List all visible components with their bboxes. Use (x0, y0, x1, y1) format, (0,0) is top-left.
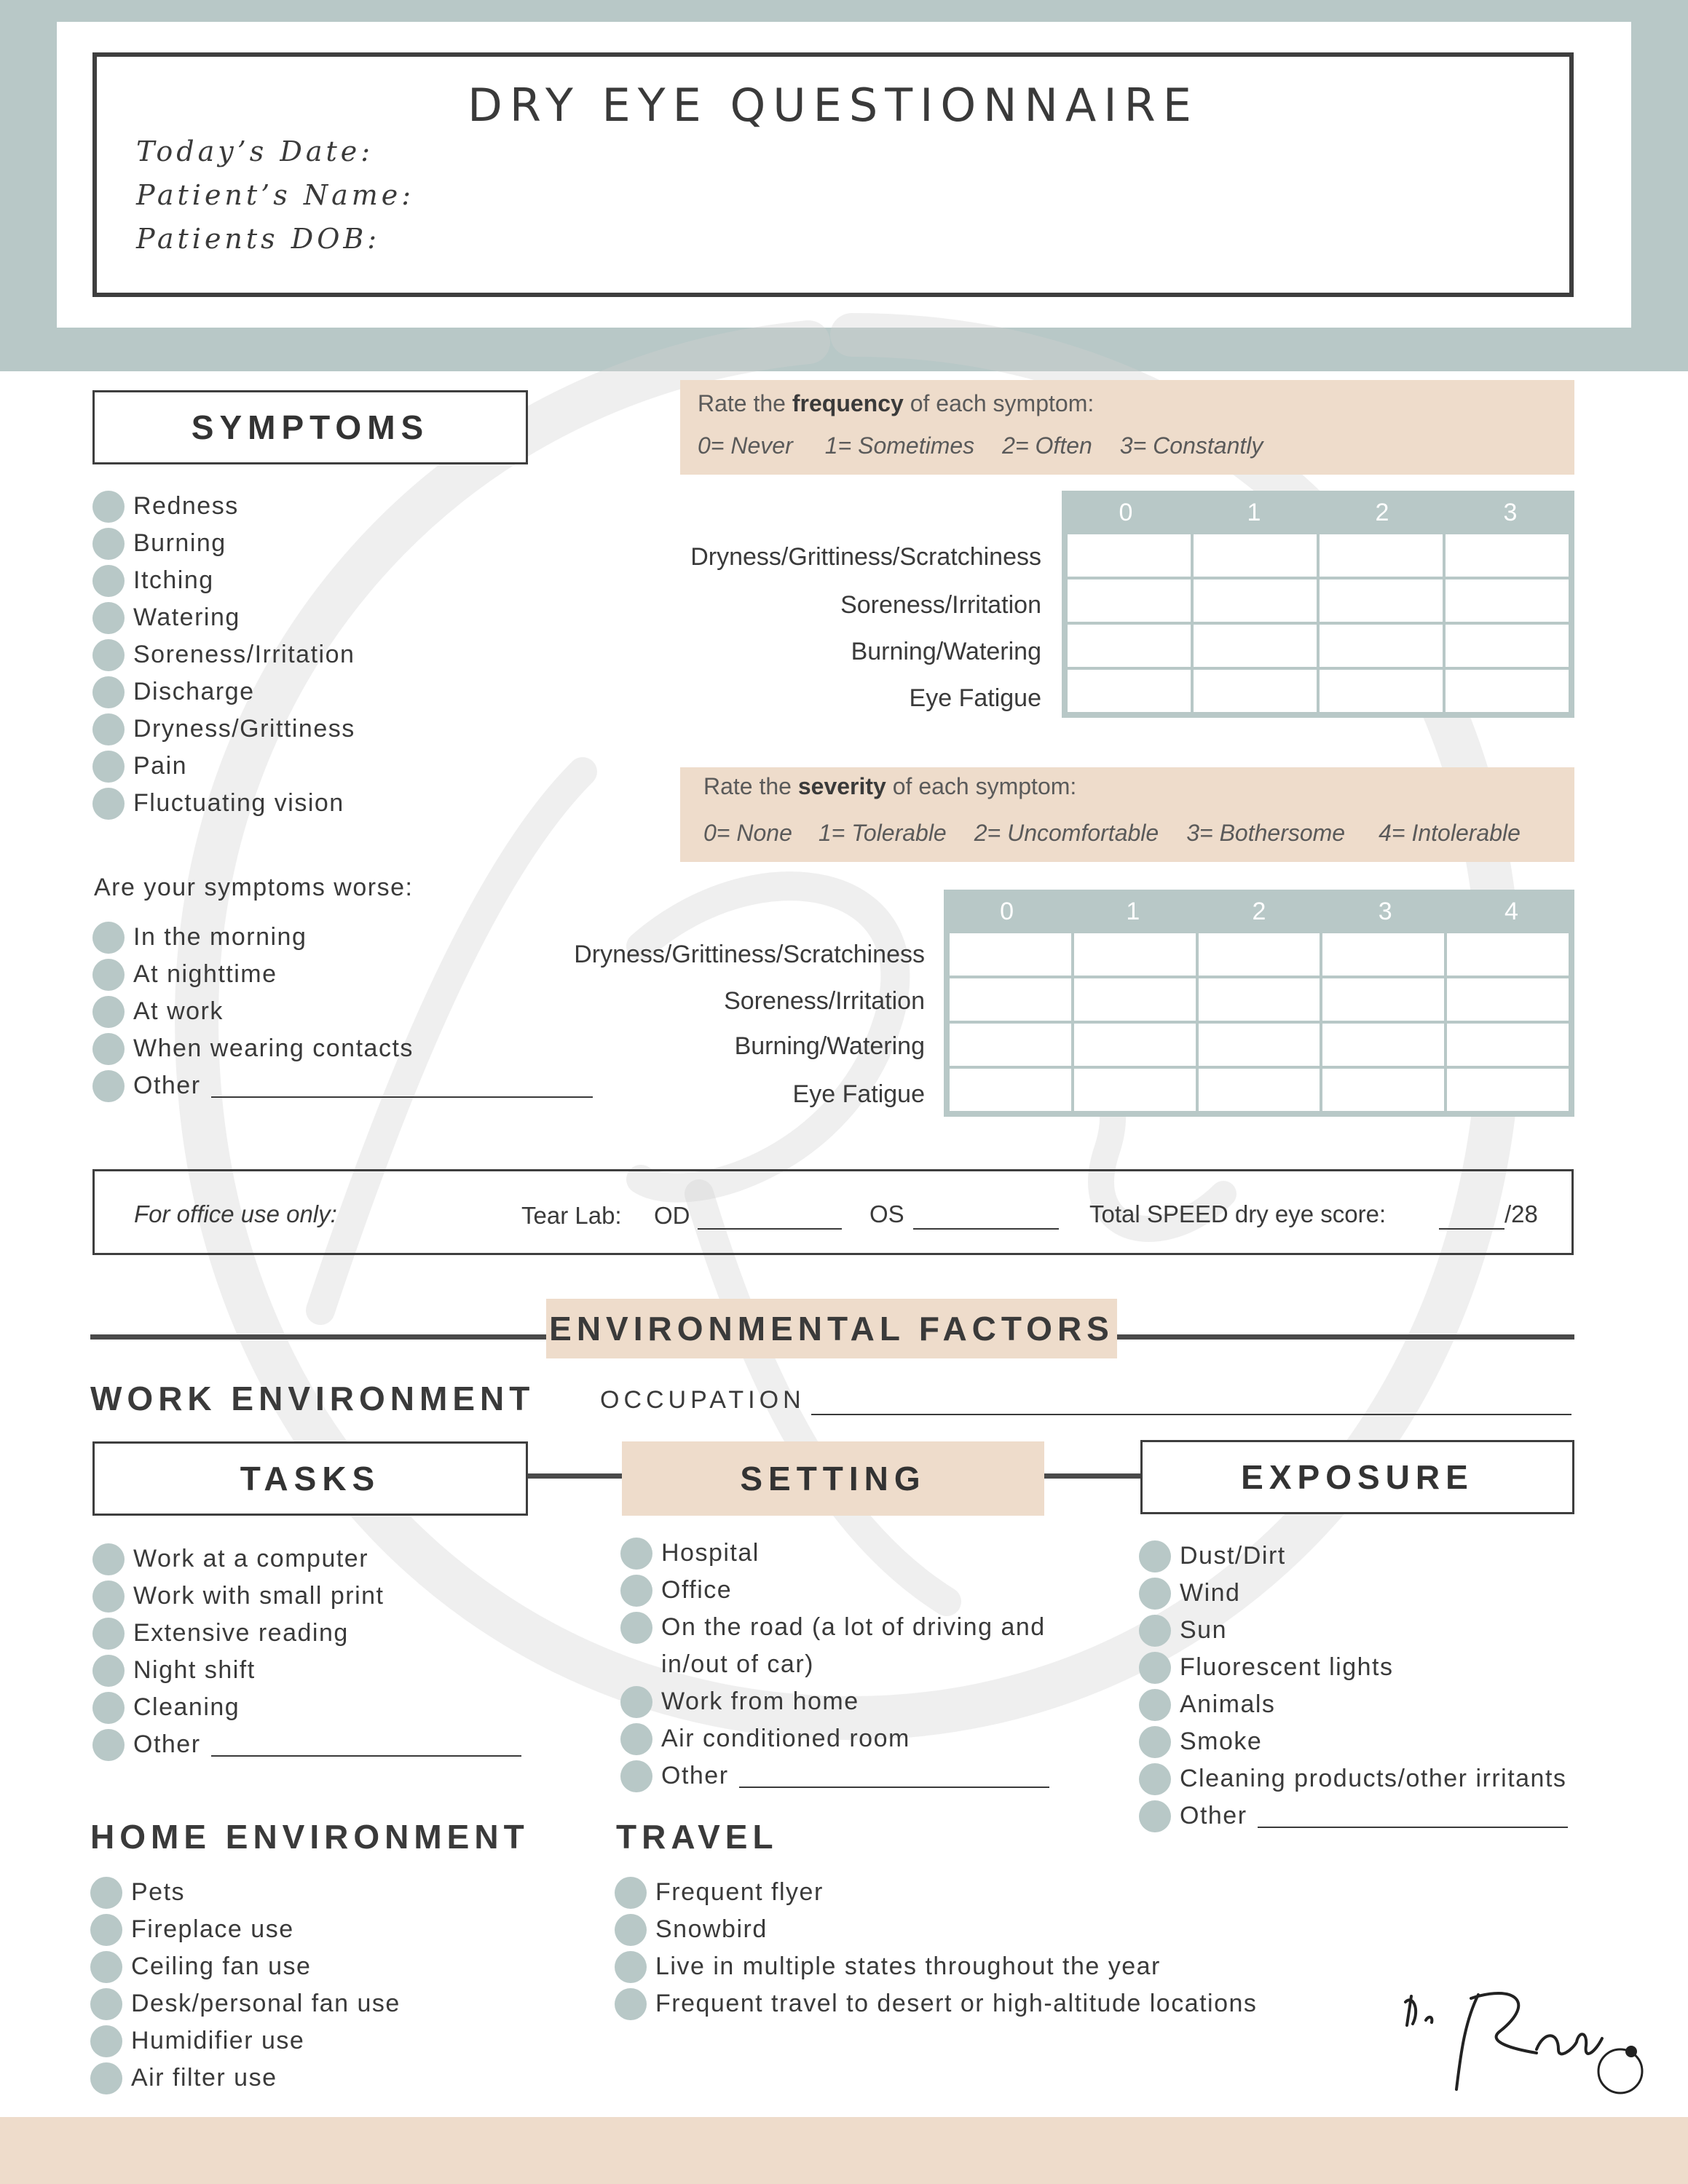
checkbox-circle[interactable] (1139, 1763, 1171, 1795)
rating-cell[interactable] (1199, 1069, 1320, 1111)
checkbox-circle[interactable] (1139, 1540, 1171, 1572)
rating-cell[interactable] (1199, 978, 1320, 1021)
work-environment-heading: WORK ENVIRONMENT (90, 1380, 535, 1417)
travel-list (615, 1874, 1257, 2022)
symptoms-heading: SYMPTOMS (92, 390, 528, 464)
rating-cell[interactable] (1322, 1024, 1444, 1066)
checkbox-circle[interactable] (1139, 1726, 1171, 1758)
home-list (90, 1874, 401, 2097)
exposure-item[interactable]: Fluorescent lights (1139, 1649, 1568, 1686)
rating-cell[interactable] (1320, 534, 1443, 577)
rating-cell[interactable] (1074, 1024, 1196, 1066)
frequency-row-label: Soreness/Irritation (840, 591, 1041, 619)
column-header: 0 (1119, 499, 1133, 526)
worse-item[interactable]: In the morning (92, 919, 593, 956)
header-box (92, 52, 1574, 297)
symptom-item[interactable]: Watering (92, 599, 355, 636)
rating-cell[interactable] (1322, 978, 1444, 1021)
checkbox-circle[interactable] (90, 2025, 122, 2057)
column-header: 3 (1503, 499, 1518, 526)
checkbox-circle[interactable] (90, 1877, 122, 1909)
exposure-item[interactable]: Sun (1139, 1612, 1568, 1649)
column-header: 2 (1375, 499, 1389, 526)
task-item[interactable]: Other (92, 1726, 521, 1763)
checkbox-circle[interactable] (615, 1988, 647, 2020)
checkbox-circle[interactable] (1139, 1800, 1171, 1832)
other-blank[interactable] (739, 1765, 1049, 1788)
task-item[interactable]: Extensive reading (92, 1615, 521, 1652)
speed-score-label: Total SPEED dry eye score: (1089, 1200, 1387, 1227)
other-blank[interactable] (1258, 1805, 1568, 1828)
severity-table (944, 890, 1574, 1117)
rating-cell[interactable] (1068, 579, 1191, 622)
rating-cell[interactable] (1194, 625, 1317, 667)
tasks-heading: TASKS (92, 1441, 528, 1516)
rating-cell[interactable] (1074, 978, 1196, 1021)
checkbox-circle[interactable] (92, 713, 125, 745)
checkbox-circle[interactable] (620, 1538, 652, 1570)
setting-item[interactable]: Office (620, 1572, 1049, 1609)
symptom-item[interactable]: Pain (92, 748, 355, 785)
exposure-item[interactable]: Other (1139, 1797, 1568, 1835)
rating-cell[interactable] (950, 1024, 1071, 1066)
checkbox-circle[interactable] (1139, 1652, 1171, 1684)
todays-date-label: Today’s Date: (136, 135, 374, 167)
frequency-row-label: Burning/Watering (851, 638, 1041, 665)
rating-cell[interactable] (1194, 534, 1317, 577)
other-blank[interactable] (211, 1733, 521, 1757)
checkbox-circle[interactable] (92, 565, 125, 597)
exposure-item[interactable]: Cleaning products/other irritants (1139, 1760, 1568, 1797)
footer-band (0, 2117, 1688, 2184)
checkbox-circle[interactable] (90, 1914, 122, 1946)
severity-prompt-box (680, 767, 1574, 862)
checkbox-circle[interactable] (92, 491, 125, 523)
checkbox-circle[interactable] (92, 1543, 125, 1575)
checkbox-circle[interactable] (92, 1729, 125, 1761)
exposure-item[interactable]: Wind (1139, 1575, 1568, 1612)
setting-item[interactable]: Other (620, 1757, 1049, 1795)
office-use-box (92, 1169, 1574, 1255)
checkbox-circle[interactable] (92, 788, 125, 820)
rating-cell[interactable] (1446, 625, 1569, 667)
occupation-input[interactable] (811, 1414, 1571, 1415)
setting-heading: SETTING (622, 1441, 1044, 1516)
home-item[interactable]: Air filter use (90, 2060, 401, 2097)
checkbox-circle[interactable] (92, 1655, 125, 1687)
symptom-item[interactable]: Dryness/Grittiness (92, 711, 355, 748)
travel-item[interactable]: Live in multiple states throughout the year (615, 1948, 1257, 1985)
severity-row-label: Eye Fatigue (792, 1080, 925, 1108)
os-label: OS (869, 1200, 904, 1227)
office-use-label: For office use only: (134, 1200, 337, 1227)
checkbox-circle[interactable] (620, 1760, 652, 1792)
travel-item[interactable]: Snowbird (615, 1911, 1257, 1948)
tear-lab-label: Tear Lab: (521, 1202, 622, 1229)
exposure-item[interactable]: Dust/Dirt (1139, 1538, 1568, 1575)
severity-prompt: Rate the severity of each symptom: (703, 773, 1077, 799)
rating-cell[interactable] (1194, 579, 1317, 622)
frequency-row-label: Eye Fatigue (909, 684, 1041, 712)
worse-item[interactable]: At work (92, 993, 593, 1030)
od-input[interactable] (698, 1228, 842, 1230)
setting-item[interactable]: Work from home (620, 1683, 1049, 1720)
worse-item[interactable]: When wearing contacts (92, 1030, 593, 1067)
rating-cell[interactable] (1447, 1024, 1569, 1066)
tasks-list (92, 1540, 521, 1763)
checkbox-circle[interactable] (92, 1618, 125, 1650)
setting-item[interactable]: Air conditioned room (620, 1720, 1049, 1757)
home-item[interactable]: Desk/personal fan use (90, 1985, 401, 2022)
rating-cell[interactable] (1068, 534, 1191, 577)
severity-row-label: Soreness/Irritation (724, 987, 925, 1015)
checkbox-circle[interactable] (620, 1575, 652, 1607)
rating-cell[interactable] (1074, 1069, 1196, 1111)
os-input[interactable] (913, 1228, 1059, 1230)
symptom-item[interactable]: Soreness/Irritation (92, 636, 355, 673)
checkbox-circle[interactable] (92, 1580, 125, 1613)
setting-list (620, 1535, 1049, 1795)
rating-cell[interactable] (1068, 670, 1191, 712)
checkbox-circle[interactable] (615, 1951, 647, 1983)
rating-cell[interactable] (1322, 933, 1444, 976)
severity-header (944, 890, 1574, 933)
checkbox-circle[interactable] (92, 602, 125, 634)
exposure-list (1139, 1538, 1568, 1835)
speed-score-input[interactable] (1439, 1228, 1504, 1230)
symptom-item[interactable]: Discharge (92, 673, 355, 711)
frequency-row-label: Dryness/Grittiness/Scratchiness (690, 543, 1041, 571)
symptom-item[interactable]: Itching (92, 562, 355, 599)
checkbox-circle[interactable] (1139, 1689, 1171, 1721)
rating-cell[interactable] (1447, 1069, 1569, 1111)
symptoms-worse-question: Are your symptoms worse: (94, 874, 414, 901)
column-header: 0 (1000, 898, 1014, 925)
rating-cell[interactable] (950, 933, 1071, 976)
frequency-table (1062, 491, 1574, 716)
od-label: OD (654, 1202, 690, 1229)
speed-score-max: /28 (1504, 1200, 1538, 1227)
environmental-factors-heading: ENVIRONMENTAL FACTORS (546, 1299, 1117, 1358)
column-header: 2 (1252, 898, 1266, 925)
home-item[interactable]: Fireplace use (90, 1911, 401, 1948)
frequency-prompt-box (680, 380, 1574, 475)
column-header: 1 (1247, 499, 1261, 526)
signature-logo-icon (1391, 1980, 1646, 2104)
symptom-item[interactable]: Redness (92, 488, 355, 525)
checkbox-circle[interactable] (92, 996, 125, 1028)
patient-dob-label: Patients DOB: (136, 223, 381, 255)
setting-item[interactable]: Hospital (620, 1535, 1049, 1572)
checkbox-circle[interactable] (90, 1951, 122, 1983)
exposure-heading: EXPOSURE (1140, 1440, 1574, 1514)
rating-cell[interactable] (1199, 933, 1320, 976)
severity-grid (944, 933, 1574, 1117)
home-item[interactable]: Humidifier use (90, 2022, 401, 2060)
exposure-item[interactable]: Smoke (1139, 1723, 1568, 1760)
checkbox-circle[interactable] (1139, 1615, 1171, 1647)
checkbox-circle[interactable] (92, 959, 125, 991)
checkbox-circle[interactable] (1139, 1578, 1171, 1610)
checkbox-circle[interactable] (92, 1033, 125, 1065)
column-header: 4 (1504, 898, 1518, 925)
checkbox-circle[interactable] (90, 1988, 122, 2020)
rating-cell[interactable] (950, 978, 1071, 1021)
checkbox-circle[interactable] (92, 922, 125, 954)
setting-item-continued: in/out of car) (661, 1650, 814, 1678)
frequency-prompt: Rate the frequency of each symptom: (698, 390, 1095, 416)
page-title: DRY EYE QUESTIONNAIRE (468, 79, 1199, 132)
column-header: 3 (1378, 898, 1392, 925)
checkbox-circle[interactable] (615, 1914, 647, 1946)
home-item[interactable]: Pets (90, 1874, 401, 1911)
rating-cell[interactable] (1320, 579, 1443, 622)
severity-scale: 0= None 1= Tolerable 2= Uncomfortable 3= Bothersome 4= Intolerable (703, 820, 1521, 846)
travel-item[interactable]: Frequent travel to desert or high-altitude locations (615, 1985, 1257, 2022)
worse-item[interactable]: Other (92, 1067, 593, 1104)
setting-item[interactable]: On the road (a lot of driving and (620, 1609, 1049, 1646)
checkbox-circle[interactable] (92, 676, 125, 708)
rating-cell[interactable] (1068, 625, 1191, 667)
checkbox-circle[interactable] (92, 639, 125, 671)
checkbox-circle[interactable] (620, 1723, 652, 1755)
checkbox-circle[interactable] (615, 1877, 647, 1909)
home-item[interactable]: Ceiling fan use (90, 1948, 401, 1985)
rating-cell[interactable] (950, 1069, 1071, 1111)
rating-cell[interactable] (1446, 579, 1569, 622)
column-header: 1 (1126, 898, 1140, 925)
checkbox-circle[interactable] (92, 1070, 125, 1102)
checkbox-circle[interactable] (92, 751, 125, 783)
rating-cell[interactable] (1447, 978, 1569, 1021)
checkbox-circle[interactable] (620, 1612, 652, 1644)
symptoms-list (92, 488, 355, 822)
severity-row-label: Burning/Watering (734, 1032, 925, 1060)
patient-name-label: Patient’s Name: (136, 179, 415, 211)
rating-cell[interactable] (1322, 1069, 1444, 1111)
rating-cell[interactable] (1199, 1024, 1320, 1066)
task-item[interactable]: Night shift (92, 1652, 521, 1689)
checkbox-circle[interactable] (620, 1686, 652, 1718)
travel-item[interactable]: Frequent flyer (615, 1874, 1257, 1911)
rating-cell[interactable] (1074, 933, 1196, 976)
occupation-label: OCCUPATION (600, 1386, 805, 1414)
severity-row-label: Dryness/Grittiness/Scratchiness (574, 941, 925, 968)
symptom-item[interactable]: Fluctuating vision (92, 785, 355, 822)
rating-cell[interactable] (1194, 670, 1317, 712)
frequency-scale: 0= Never 1= Sometimes 2= Often 3= Constantly (698, 432, 1263, 459)
rating-cell[interactable] (1446, 534, 1569, 577)
rating-cell[interactable] (1320, 670, 1443, 712)
symptom-item[interactable]: Burning (92, 525, 355, 562)
checkbox-circle[interactable] (90, 2062, 122, 2094)
checkbox-circle[interactable] (92, 528, 125, 560)
task-item[interactable]: Work at a computer (92, 1540, 521, 1578)
rating-cell[interactable] (1320, 625, 1443, 667)
task-item[interactable]: Cleaning (92, 1689, 521, 1726)
rating-cell[interactable] (1446, 670, 1569, 712)
task-item[interactable]: Work with small print (92, 1578, 521, 1615)
home-environment-heading: HOME ENVIRONMENT (90, 1818, 529, 1856)
worse-item[interactable]: At nighttime (92, 956, 593, 993)
exposure-item[interactable]: Animals (1139, 1686, 1568, 1723)
checkbox-circle[interactable] (92, 1692, 125, 1724)
frequency-grid (1062, 534, 1574, 718)
frequency-header (1062, 491, 1574, 534)
travel-heading: TRAVEL (616, 1818, 778, 1856)
rating-cell[interactable] (1447, 933, 1569, 976)
